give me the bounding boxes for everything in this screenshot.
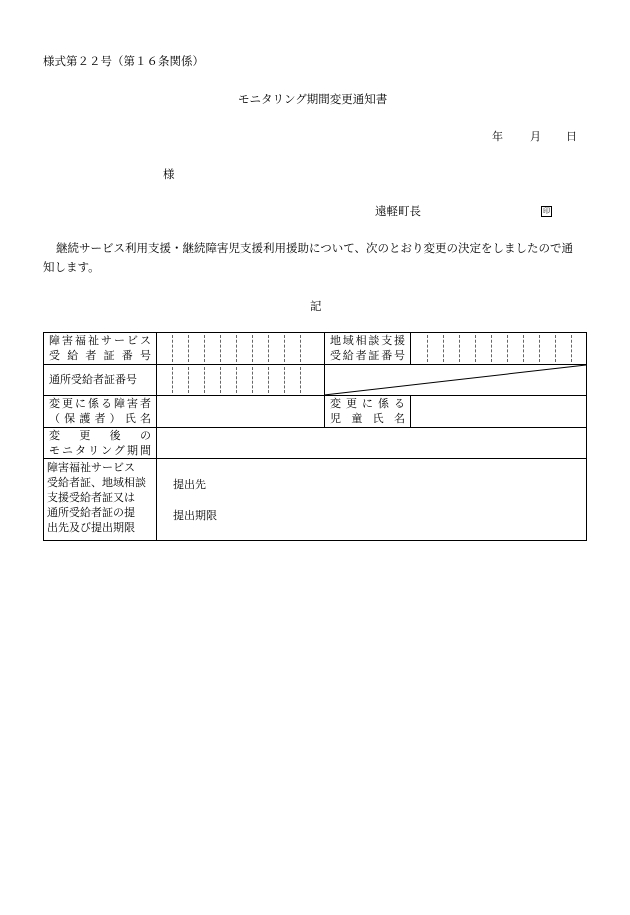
row3-left-label-line1: 変更に係る障害者	[49, 397, 151, 410]
record-mark: 記	[310, 299, 322, 313]
document-title: モニタリング期間変更通知書	[238, 92, 388, 106]
submission-deadline-label: 提出期限	[173, 509, 217, 522]
date-month-label: 月	[530, 130, 541, 143]
date-day-label: 日	[566, 130, 577, 143]
row3-left-label-line2: （保護者）氏名	[49, 412, 151, 425]
addressee-suffix: 様	[163, 167, 175, 181]
row5-label-line1: 障害福祉サービス	[47, 461, 135, 474]
row3-right-label-line1: 変更に係る	[330, 397, 405, 410]
row5-label-line4: 通所受給者証の提	[47, 506, 135, 519]
form-number: 様式第２２号（第１６条関係）	[43, 54, 204, 68]
details-table	[43, 332, 587, 541]
row1-left-label-line1: 障害福祉サービス	[49, 334, 151, 347]
row5-label-line5: 出先及び提出期限	[47, 521, 135, 534]
body-text-line1: 継続サービス利用支援・継続障害児支援利用援助について、次のとおり変更の決定をしましたので通	[56, 241, 574, 255]
row1-right-label-line2: 受給者証番号	[330, 349, 405, 362]
row2-label: 通所受給者証番号	[49, 373, 137, 386]
row1-right-label-line1: 地域相談支援	[330, 334, 405, 347]
seal-mark-icon: 印	[543, 207, 550, 215]
row1-left-label-line2: 受給者証番号	[49, 349, 151, 362]
row5-label-line3: 支援受給者証又は	[47, 491, 135, 504]
row4-label-line2: モニタリング期間	[49, 444, 151, 457]
row5-label-line2: 受給者証、地域相談	[47, 476, 146, 489]
date-year-label: 年	[492, 130, 503, 143]
body-text-line2: 知します。	[43, 260, 100, 274]
row3-right-label-line2: 児童氏名	[330, 412, 405, 425]
row4-label-line1: 変 更 後 の	[49, 429, 151, 442]
diagonal-slash	[324, 364, 587, 396]
submission-destination-label: 提出先	[173, 478, 206, 491]
issuer-name: 遠軽町長	[375, 204, 421, 218]
